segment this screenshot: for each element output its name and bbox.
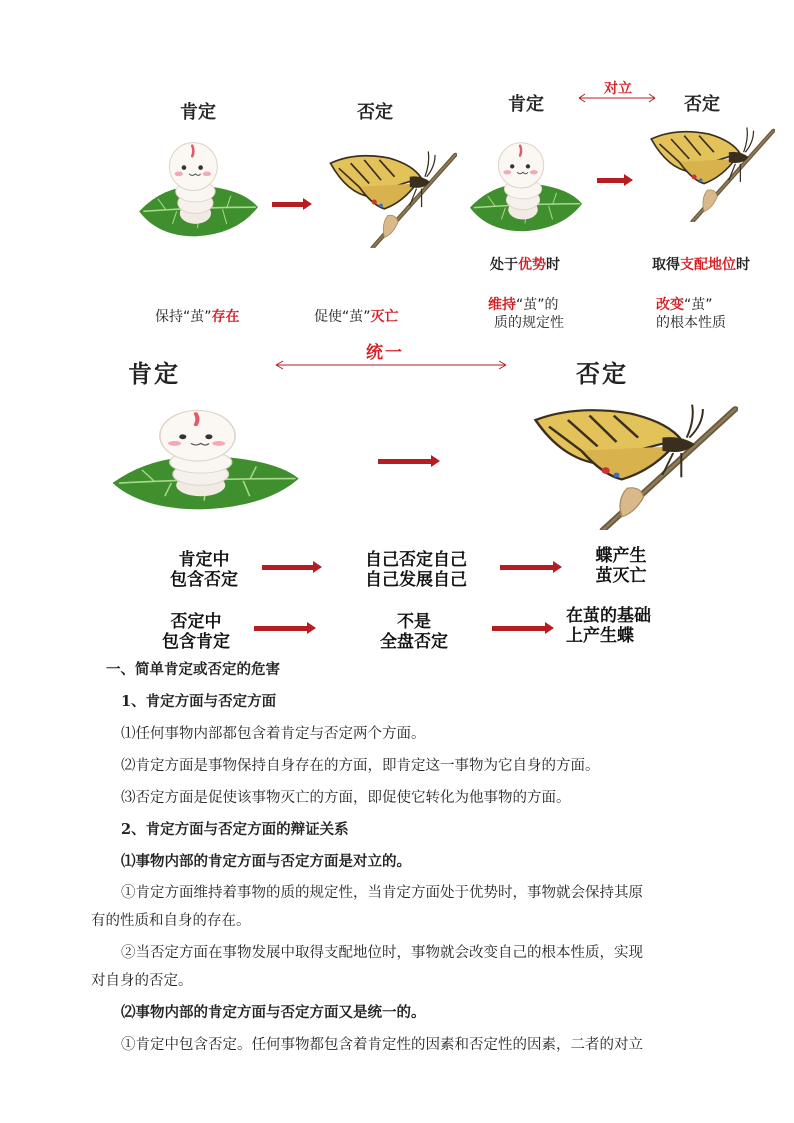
row2-step3 [566, 606, 698, 646]
panel2-arrow [597, 178, 625, 183]
unity-label: 统一 [366, 343, 404, 363]
row1-step3-line2: 茧灭亡 [595, 566, 647, 586]
desc-text: “茧” [684, 297, 713, 313]
paragraph-5-line1: ②当否定方面在事物发展中取得支配地位时，事物就会改变自己的根本性质，实现 [121, 945, 643, 961]
row1-step1-line1: 肯定中 [178, 550, 230, 570]
section-heading: 一、简单肯定或否定的危害 [106, 661, 280, 678]
butterfly-on-branch-image [322, 146, 457, 248]
condition-emphasis: 优势 [518, 257, 546, 273]
condition-text: 处于 [490, 257, 518, 273]
panel3-arrow [378, 459, 432, 464]
row1-step2 [334, 550, 498, 590]
panel3-affirm-label: 肯定 [128, 360, 180, 388]
panel2-affirm-label: 肯定 [508, 94, 544, 115]
double-arrow-icon [272, 359, 510, 371]
panel3-negate-label: 否定 [576, 360, 628, 388]
row2-step1 [142, 612, 250, 652]
point-heading-2: ⑵事物内部的肯定方面与否定方面又是统一的。 [121, 1004, 426, 1021]
row1-step3 [576, 546, 666, 586]
condition-emphasis: 支配地位 [680, 257, 736, 273]
panel1-negate-label: 否定 [357, 102, 393, 123]
row2-step2-line2: 全盘否定 [380, 632, 448, 652]
paragraph-4-line2: 有的性质和自身的存在。 [91, 913, 251, 929]
caption-text: 保持“茧” [155, 309, 212, 325]
butterfly-on-branch-image [643, 122, 775, 222]
row2-step3-line2: 上产生蝶 [566, 626, 634, 646]
cocoon-on-leaf-image [135, 138, 260, 243]
cocoon-on-leaf-image [466, 138, 584, 238]
row2-step2 [350, 612, 478, 652]
point-heading-1: ⑴事物内部的肯定方面与否定方面是对立的。 [121, 853, 411, 870]
opposition-label: 对立 [604, 81, 632, 97]
paragraph-3: ⑶否定方面是促使该事物灭亡的方面，即促使它转化为他事物的方面。 [121, 790, 571, 806]
panel1-left-caption [155, 306, 240, 326]
row1-arrow1 [262, 565, 314, 570]
panel1-arrow [272, 202, 304, 207]
caption-text: 促使“茧” [314, 309, 371, 325]
paragraph-1: ⑴任何事物内部都包含着肯定与否定两个方面。 [121, 726, 426, 742]
butterfly-on-branch-large-image [522, 398, 738, 530]
panel2-right-desc-line2: 的根本性质 [656, 315, 726, 331]
condition-text: 时 [546, 257, 560, 273]
row2-arrow1 [254, 626, 308, 631]
row1-step1 [150, 550, 258, 590]
panel2-negate-label: 否定 [684, 94, 720, 115]
panel2-left-desc-line1 [488, 294, 559, 314]
caption-emphasis: 灭亡 [370, 309, 399, 325]
desc-emphasis: 维持 [488, 297, 516, 313]
panel2-left-condition [490, 254, 560, 274]
row1-step3-line1: 蝶产生 [595, 546, 647, 566]
desc-text: “茧”的 [516, 297, 559, 313]
paragraph-2: ⑵肯定方面是事物保持自身存在的方面，即肯定这一事物为它自身的方面。 [121, 758, 600, 774]
panel1-right-caption [314, 306, 399, 326]
row1-step1-line2: 包含否定 [170, 570, 238, 590]
row2-step2-line1: 不是 [397, 612, 431, 632]
row2-step1-line2: 包含肯定 [162, 632, 230, 652]
subsection-heading-1: 1、肯定方面与否定方面 [121, 693, 277, 710]
panel1-affirm-label: 肯定 [180, 102, 216, 123]
panel2-left-desc-line2: 质的规定性 [494, 315, 564, 331]
condition-text: 取得 [652, 257, 680, 273]
double-arrow-icon [575, 92, 659, 104]
row1-step2-line1: 自己否定自己 [365, 550, 467, 570]
row1-arrow2 [500, 565, 554, 570]
caption-emphasis: 存在 [211, 309, 240, 325]
panel2-right-desc-line1 [656, 294, 713, 314]
desc-emphasis: 改变 [656, 297, 684, 313]
paragraph-5-line2: 对自身的否定。 [91, 973, 193, 989]
paragraph-6: ①肯定中包含否定。任何事物都包含着肯定性的因素和否定性的因素，二者的对立 [121, 1037, 643, 1053]
paragraph-4-line1: ①肯定方面维持着事物的质的规定性，当肯定方面处于优势时，事物就会保持其原 [121, 885, 643, 901]
panel2-right-condition [652, 254, 750, 274]
row2-arrow2 [492, 626, 546, 631]
row1-step2-line2: 自己发展自己 [365, 570, 467, 590]
row2-step1-line1: 否定中 [170, 612, 222, 632]
cocoon-on-leaf-large-image [106, 406, 302, 516]
condition-text: 时 [736, 257, 750, 273]
subsection-heading-2: 2、肯定方面与否定方面的辩证关系 [121, 821, 349, 838]
row2-step3-line1: 在茧的基础 [566, 606, 651, 626]
